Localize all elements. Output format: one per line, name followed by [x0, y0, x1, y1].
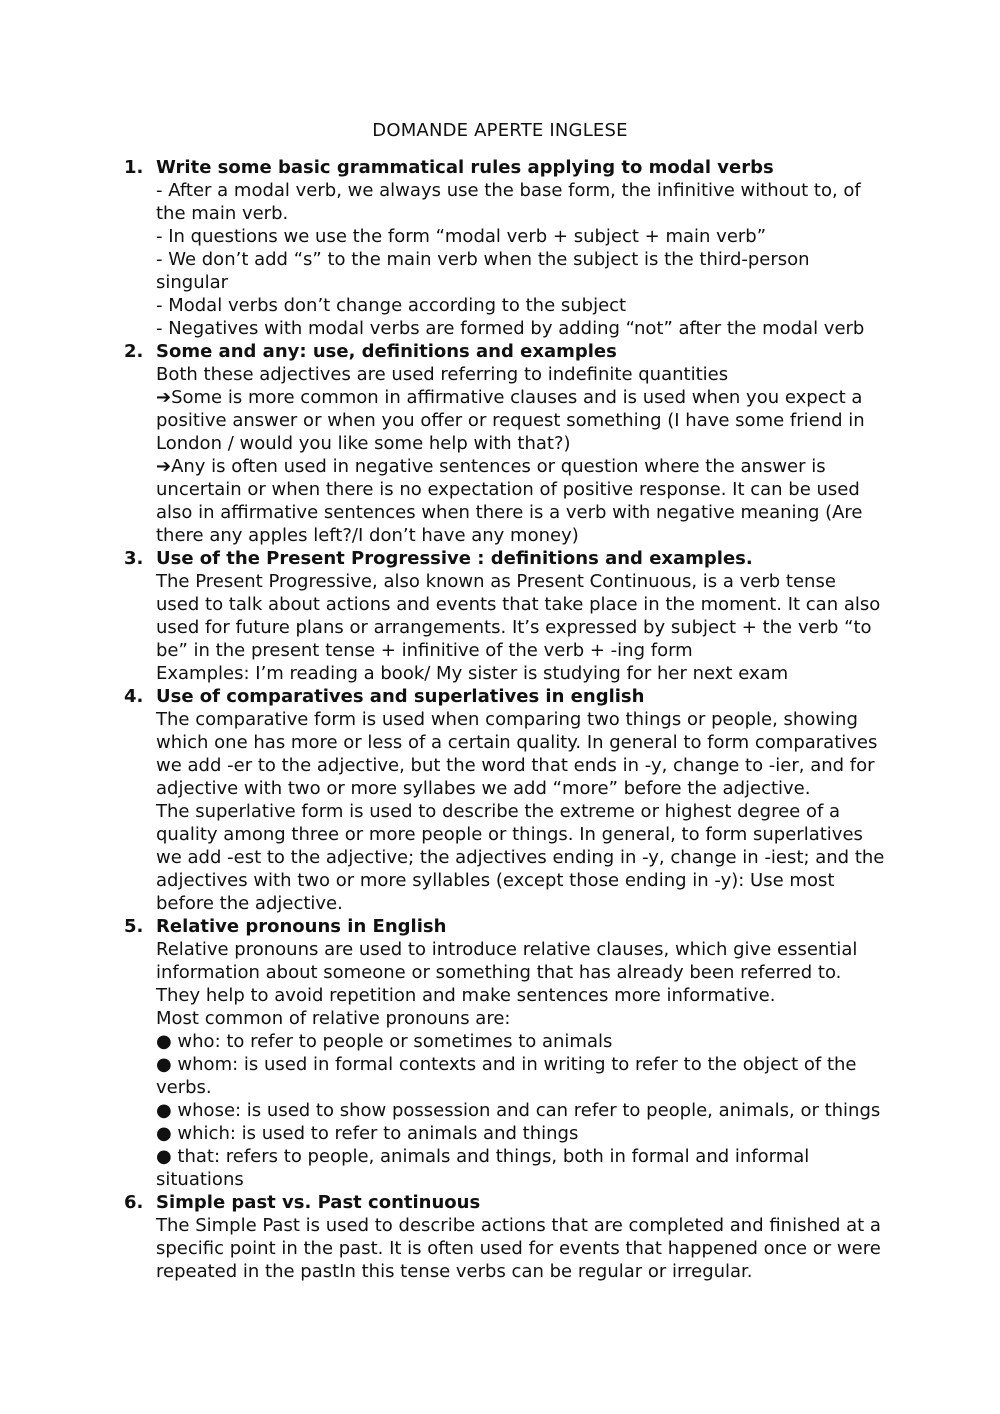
question-item [124, 1191, 906, 1283]
answer-line: situations [156, 1169, 244, 1190]
answer-line: ➔Any is often used in negative sentences or question where the answer is [156, 456, 826, 477]
question-title: Simple past vs. Past continuous [156, 1192, 481, 1213]
answer-line: ➔Some is more common in affirmative clauses and is used when you expect a [156, 387, 863, 408]
question-number: 4. [124, 686, 144, 707]
answer-line: we add -er to the adjective, but the word that ends in -y, change to -ier, and for [156, 755, 875, 776]
answer-line: London / would you like some help with that?) [156, 433, 571, 454]
question-item [124, 685, 906, 915]
question-title: Write some basic grammatical rules applying to modal verbs [156, 157, 774, 178]
answer-line: Relative pronouns are used to introduce relative clauses, which give essential [156, 939, 858, 960]
answer-line: be” in the present tense + infinitive of the verb + -ing form [156, 640, 693, 661]
answer-line: the main verb. [156, 203, 289, 224]
answer-line: Most common of relative pronouns are: [156, 1008, 511, 1029]
answer-line: specific point in the past. It is often used for events that happened once or were [156, 1238, 881, 1259]
answer-line: which one has more or less of a certain quality. In general to form comparatives [156, 732, 878, 753]
bullet-line: ● whose: is used to show possession and can refer to people, animals, or things [156, 1100, 881, 1121]
question-list [124, 156, 906, 1283]
bullet-line: ● who: to refer to people or sometimes to animals [156, 1031, 613, 1052]
question-item [124, 547, 906, 685]
question-number: 3. [124, 548, 144, 569]
answer-line: adjective with two or more syllabes we add “more” before the adjective. [156, 778, 811, 799]
answer-line: - In questions we use the form “modal verb + subject + main verb” [156, 226, 767, 247]
bullet-line: ● which: is used to refer to animals and things [156, 1123, 579, 1144]
answer-line: The comparative form is used when comparing two things or people, showing [156, 709, 858, 730]
question-number: 6. [124, 1192, 144, 1213]
question-title: Use of comparatives and superlatives in english [156, 686, 645, 707]
answer-line: uncertain or when there is no expectation of positive response. It can be used [156, 479, 860, 500]
answer-line: we add -est to the adjective; the adjectives ending in -y, change in -iest; and the [156, 847, 885, 868]
question-item [124, 156, 906, 340]
question-item [124, 915, 906, 1191]
answer-line: information about someone or something that has already been referred to. [156, 962, 842, 983]
answer-line: - After a modal verb, we always use the base form, the infinitive without to, of [156, 180, 861, 201]
question-title: Some and any: use, definitions and examples [156, 341, 617, 362]
answer-line: positive answer or when you offer or request something (I have some friend in [156, 410, 865, 431]
answer-line: before the adjective. [156, 893, 343, 914]
question-number: 5. [124, 916, 144, 937]
answer-line: The Present Progressive, also known as Present Continuous, is a verb tense [156, 571, 836, 592]
answer-line: there any apples left?/I don’t have any money) [156, 525, 579, 546]
question-title: Relative pronouns in English [156, 916, 447, 937]
answer-line: verbs. [156, 1077, 212, 1098]
answer-line: quality among three or more people or things. In general, to form superlatives [156, 824, 863, 845]
bullet-line: ● that: refers to people, animals and things, both in formal and informal [156, 1146, 810, 1167]
answer-line: - We don’t add “s” to the main verb when the subject is the third-person [156, 249, 810, 270]
answer-line: The superlative form is used to describe the extreme or highest degree of a [156, 801, 841, 822]
answer-line: used for future plans or arrangements. It’s expressed by subject + the verb “to [156, 617, 872, 638]
answer-line: Both these adjectives are used referring to indefinite quantities [156, 364, 729, 385]
answer-line: - Modal verbs don’t change according to the subject [156, 295, 627, 316]
answer-line: used to talk about actions and events that take place in the moment. It can also [156, 594, 881, 615]
question-item [124, 340, 906, 547]
bullet-line: ● whom: is used in formal contexts and in writing to refer to the object of the [156, 1054, 857, 1075]
answer-line: also in affirmative sentences when there is a verb with negative meaning (Are [156, 502, 863, 523]
answer-line: The Simple Past is used to describe actions that are completed and finished at a [156, 1215, 881, 1236]
answer-line: singular [156, 272, 229, 293]
document-title: DOMANDE APERTE INGLESE [372, 120, 628, 141]
question-number: 1. [124, 157, 144, 178]
answer-line: repeated in the pastIn this tense verbs can be regular or irregular. [156, 1261, 753, 1282]
answer-line: adjectives with two or more syllables (except those ending in -y): Use most [156, 870, 835, 891]
answer-line: They help to avoid repetition and make sentences more informative. [156, 985, 776, 1006]
question-title: Use of the Present Progressive : definitions and examples. [156, 548, 753, 569]
answer-line: Examples: I’m reading a book/ My sister is studying for her next exam [156, 663, 789, 684]
question-number: 2. [124, 341, 144, 362]
answer-line: - Negatives with modal verbs are formed by adding “not” after the modal verb [156, 318, 865, 339]
